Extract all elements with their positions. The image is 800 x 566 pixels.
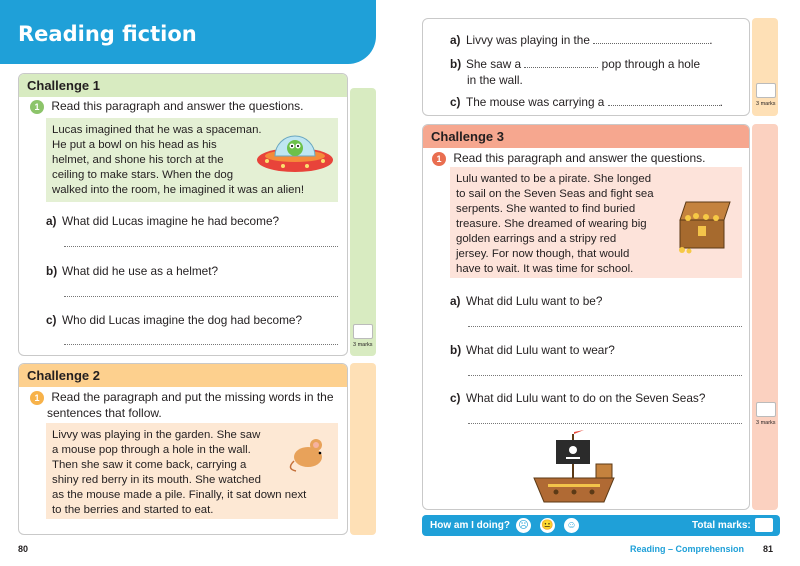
challenge-3-question-c: c) What did Lulu want to do on the Seven Seas?: [450, 391, 706, 405]
total-marks-box[interactable]: [755, 518, 773, 532]
section-title: Reading – Comprehension: [630, 544, 745, 554]
challenge-2-question-b: b) She saw a pop through a hole in the wall.: [450, 57, 701, 87]
answer-line[interactable]: [468, 375, 742, 376]
challenge-1-marks-box[interactable]: [353, 324, 373, 339]
page-number-right: 81: [763, 544, 774, 554]
challenge-2-question-a: a) Livvy was playing in the .: [450, 33, 713, 47]
challenge-3-marks-box[interactable]: [756, 402, 776, 417]
answer-line[interactable]: [468, 423, 742, 424]
sad-face-icon[interactable]: ☹: [516, 518, 531, 533]
page-header: [0, 0, 376, 64]
instruction-text: sentences that follow.: [47, 406, 162, 420]
challenge-3-side-bar: [752, 124, 778, 510]
challenge-1-instruction: [30, 98, 350, 114]
fill-in-blank[interactable]: [524, 60, 598, 68]
challenge-1-heading: Challenge 1: [19, 74, 347, 97]
happy-face-icon[interactable]: ☺: [564, 518, 579, 533]
answer-line[interactable]: [64, 296, 338, 297]
challenge-1-question-a: a) What did Lucas imagine he had become?: [46, 214, 280, 228]
challenge-2-instruction: [30, 389, 350, 421]
challenge-1-paragraph: Lucas imagined that he was a spaceman. He put a bowl on his head as his helmet, and shone his torch at the ceiling to make stars. When the dog walked into the room, he imagined it was an alien!: [52, 124, 305, 196]
challenge-1-side-bar: [350, 88, 376, 356]
answer-line[interactable]: [468, 326, 742, 327]
mouse-illustration: [286, 433, 332, 473]
question-number-badge: 1: [432, 152, 446, 166]
treasure-chest-illustration: [674, 196, 738, 254]
how-am-i-doing-label: How am I doing?: [430, 520, 510, 531]
challenge-1-marks-label: 3 marks: [353, 342, 373, 348]
page-number-left: 80: [18, 544, 29, 554]
challenge-3-paragraph: Lulu wanted to be a pirate. She longed to sail on the Seven Seas and fight sea serpents. She wanted to find buried treasure. She dreamed of wearing big golden earrings and a stripy red jersey. For now though, that would have to wait. It was time for school.: [456, 173, 654, 275]
fill-in-blank[interactable]: [608, 98, 720, 106]
answer-line[interactable]: [64, 344, 338, 345]
challenge-2-paragraph: Livvy was playing in the garden. She saw a mouse pop through a hole in the wall. Then she saw it come back, carrying a shiny red berry in its mouth. She watched as the mouse made a pile. Finally, it sat down next to the berries and started to eat.: [52, 429, 307, 516]
challenge-2-question-c: c) The mouse was carrying a .: [450, 95, 723, 109]
instruction-text: Read this paragraph and answer the questions.: [453, 151, 706, 165]
pirate-ship-illustration: [526, 430, 622, 508]
page-title: Reading fiction: [18, 22, 197, 46]
challenge-3-instruction: [432, 150, 752, 166]
answer-line[interactable]: [64, 246, 338, 247]
spaceship-alien-illustration: [255, 126, 335, 176]
challenge-3-question-b: b) What did Lulu want to wear?: [450, 343, 615, 357]
challenge-2-heading: Challenge 2: [19, 364, 347, 387]
question-number-badge: 1: [30, 391, 44, 405]
total-marks-label: Total marks:: [692, 520, 751, 531]
challenge-3-heading: Challenge 3: [423, 125, 749, 148]
challenge-3-question-a: a) What did Lulu want to be?: [450, 294, 603, 308]
challenge-2-marks-label: 3 marks: [756, 101, 776, 107]
fill-in-blank[interactable]: [593, 36, 709, 44]
challenge-3-marks-label: 3 marks: [756, 420, 776, 426]
neutral-face-icon[interactable]: 😐: [541, 520, 554, 531]
challenge-1-question-c: c) Who did Lucas imagine the dog had become?: [46, 313, 303, 327]
question-number-badge: 1: [30, 100, 44, 114]
challenge-2-marks-box[interactable]: [756, 83, 776, 98]
instruction-text: Read this paragraph and answer the questions.: [51, 99, 304, 113]
challenge-2-side-bar: [350, 363, 376, 535]
instruction-text: Read the paragraph and put the missing words in the: [51, 390, 334, 404]
challenge-1-question-b: b) What did he use as a helmet?: [46, 264, 219, 278]
